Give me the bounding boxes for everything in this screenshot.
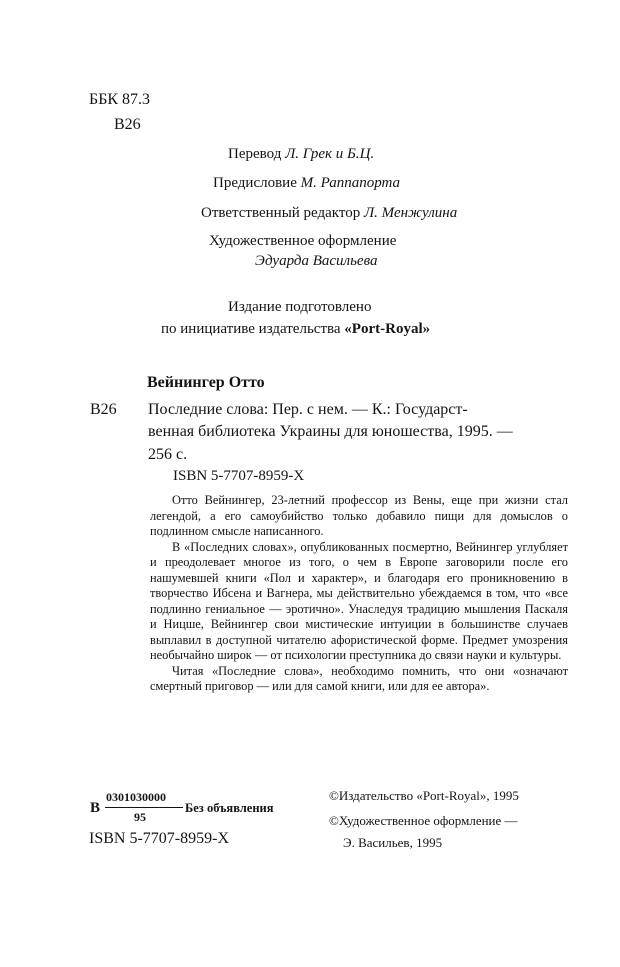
editor-label: Ответственный редактор	[201, 205, 361, 221]
bbk-author-mark: В26	[114, 116, 141, 133]
catalog-author: Вейнингер Отто	[147, 374, 265, 391]
catalog-line1: Последние слова: Пер. с нем. — К.: Государст-	[148, 401, 468, 418]
foreword-name: М. Раппапорта	[300, 175, 401, 191]
initiative-prefix: по инициативе издательства	[161, 321, 341, 337]
footer-code-letter: В	[90, 800, 101, 816]
editor-credit	[201, 205, 457, 222]
design-name: Эдуарда Васильева	[255, 253, 378, 269]
catalog-line3: 256 с.	[148, 446, 188, 463]
initiative-line2	[161, 321, 430, 338]
footer-numerator: 0301030000	[106, 790, 166, 804]
catalog-isbn: ISBN 5-7707-8959-X	[173, 468, 305, 484]
footer-isbn: ISBN 5-7707-8959-X	[89, 830, 229, 847]
catalog-line2: венная библиотека Украины для юношества, 1995. —	[148, 423, 513, 440]
translation-names: Л. Грек и Б.Ц.	[285, 146, 375, 162]
annotation-paragraph-3: Читая «Последние слова», необходимо помнить, что они «означают смертный приговор — или для самой книги, или для ее автора».	[150, 663, 568, 693]
bbk-code: ББК 87.3	[89, 91, 151, 108]
design-label: Художественное оформление	[209, 233, 397, 249]
copyright-publisher: ©Издательство «Port-Royal», 1995	[329, 788, 519, 803]
translation-label: Перевод	[228, 146, 282, 162]
annotation-paragraph-2: В «Последних словах», опубликованных посмертно, Вейнингер углубляет и преодолевает многое из того, о чем в Европе заговорили после его нашумевшей книги «Пол и характер», и благодаря его проникновению в творчество Ибсена и Вагнера, мы действительно убеждаемся в том, что «все подлинно гениальное — эротично». Унаследуя традицию мышления Паскаля и Ницше, Вейнингер свои мистические интуиции в большинстве случаев выплавил в доступной читателю афористической форме. Предмет умозрения необычайно широк — от психологии преступника до связи науки и культуры.	[150, 539, 568, 662]
translation-credit	[228, 146, 374, 163]
footer-denominator: 95	[134, 810, 146, 824]
annotation	[150, 493, 568, 695]
catalog-code: В26	[90, 401, 117, 418]
fraction-bar	[105, 807, 183, 808]
initiative-line1: Издание подготовлено	[228, 299, 372, 315]
editor-name: Л. Менжулина	[364, 205, 458, 221]
publisher-name: «Port-Royal»	[344, 321, 431, 337]
footer-no-announcement: Без объявления	[185, 801, 274, 815]
copyright-design-line1: ©Художественное оформление —	[329, 813, 518, 828]
annotation-paragraph-1: Отто Вейнингер, 23-летний профессор из Вены, еще при жизни стал легендой, а его самоубийство только добавило пищи для домыслов о подлинном смысле написанного.	[150, 493, 568, 538]
foreword-credit	[213, 175, 400, 192]
foreword-label: Предисловие	[213, 175, 297, 191]
copyright-design-line2: Э. Васильев, 1995	[343, 835, 443, 850]
